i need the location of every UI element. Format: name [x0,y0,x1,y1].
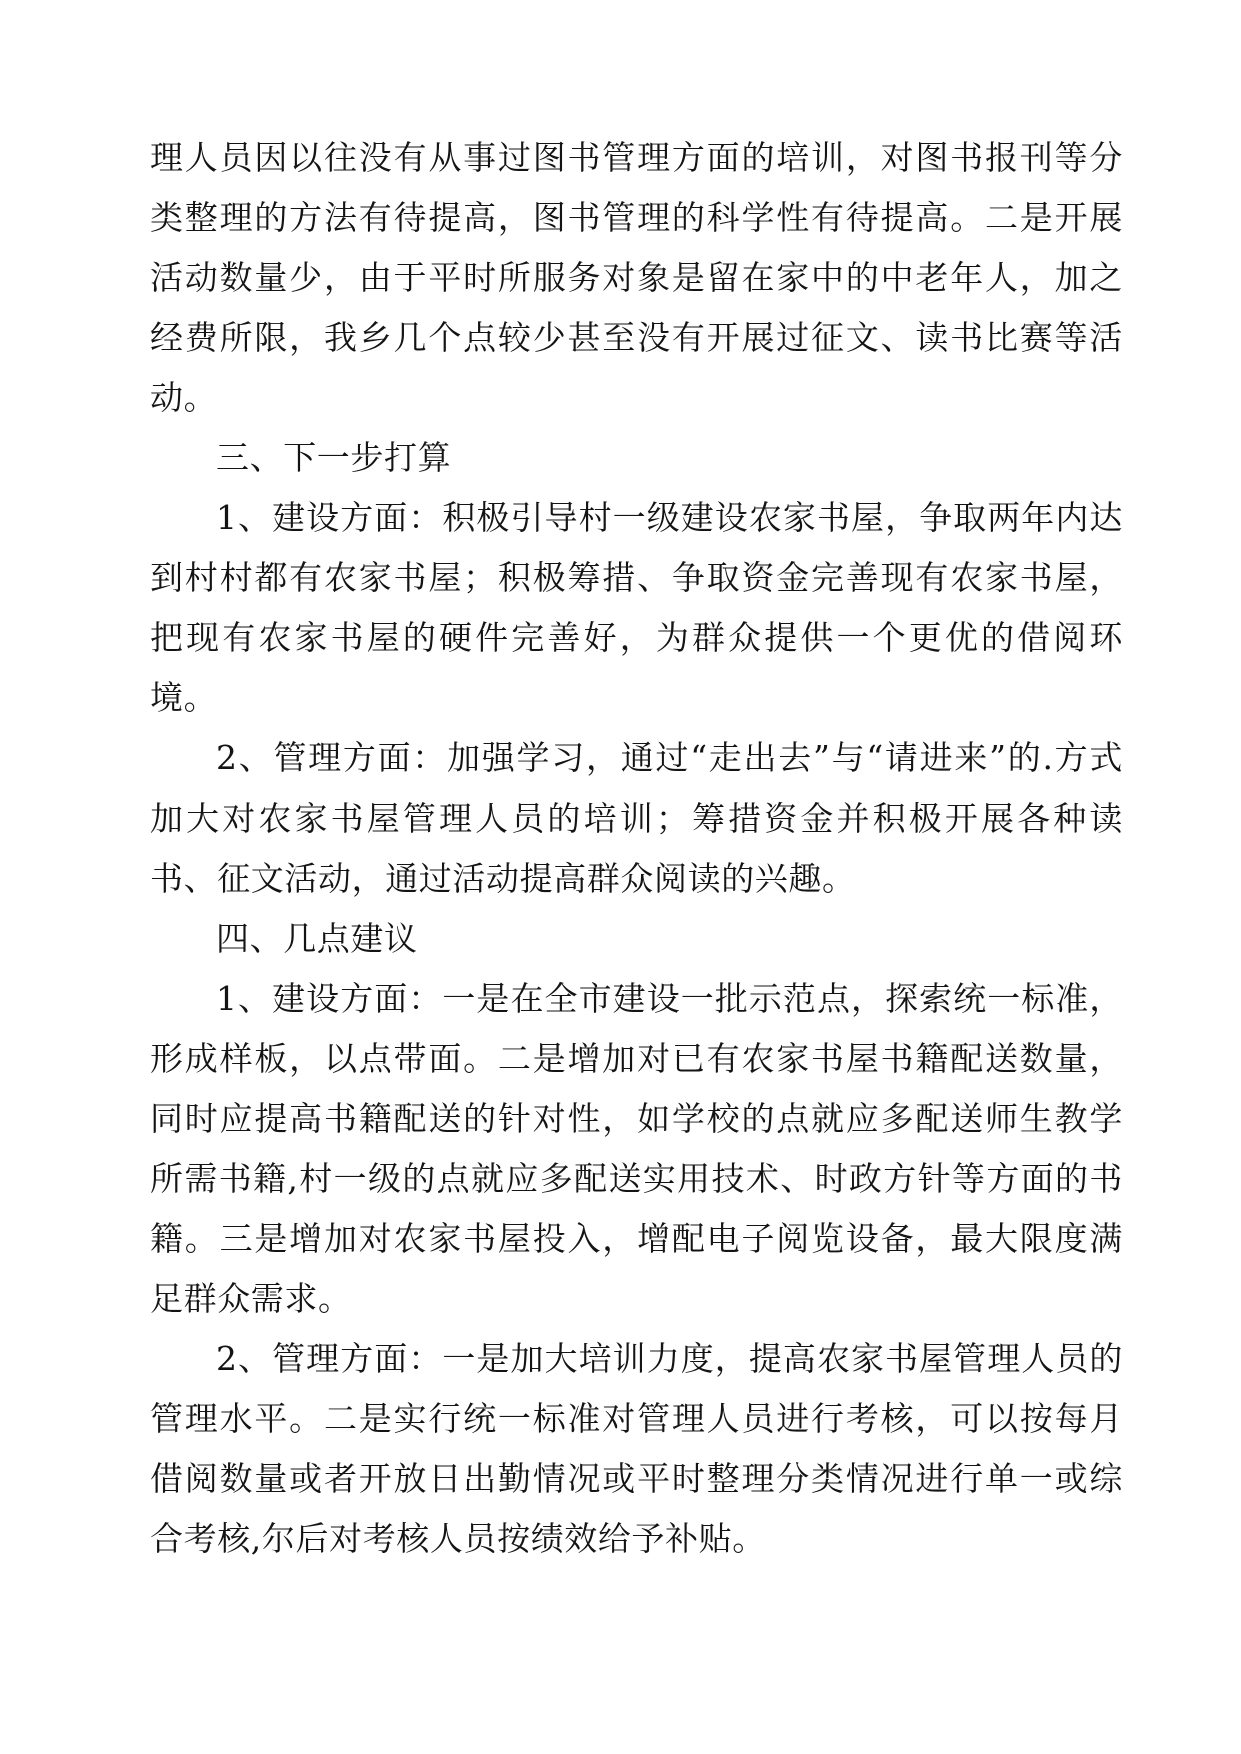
section-heading-four: 四、几点建议 [216,918,418,958]
document-body [150,128,1123,1569]
paragraph-4-1: 1、建设方面：一是在全市建设一批示范点，探索统一标准，形成样板，以点带面。二是增加对已有农家书屋书籍配送数量，同时应提高书籍配送的针对性，如学校的点就应多配送师生教学所需书籍,村一级的点就应多配送实用技术、时政方针等方面的书籍。三是增加对农家书屋投入，增配电子阅览设备，最大限度满足群众需求。 [150,978,1123,1318]
paragraph-4-2: 2、管理方面：一是加大培训力度，提高农家书屋管理人员的管理水平。二是实行统一标准对管理人员进行考核，可以按每月借阅数量或者开放日出勤情况或平时整理分类情况进行单一或综合考核,尔后对考核人员按绩效给予补贴。 [150,1338,1123,1559]
paragraph-continued: 理人员因以往没有从事过图书管理方面的培训，对图书报刊等分类整理的方法有待提高，图书管理的科学性有待提高。二是开展活动数量少，由于平时所服务对象是留在家中的中老年人，加之经费所限，我乡几个点较少甚至没有开展过征文、读书比赛等活动。 [150,138,1123,418]
paragraph-3-1: 1、建设方面：积极引导村一级建设农家书屋，争取两年内达到村村都有农家书屋；积极筹措、争取资金完善现有农家书屋，把现有农家书屋的硬件完善好，为群众提供一个更优的借阅环境。 [150,498,1123,718]
section-heading-three: 三、下一步打算 [216,438,452,478]
paragraph-3-2: 2、管理方面：加强学习，通过“走出去”与“请进来”的.方式加大对农家书屋管理人员的培训；筹措资金并积极开展各种读书、征文活动，通过活动提高群众阅读的兴趣。 [150,738,1123,898]
